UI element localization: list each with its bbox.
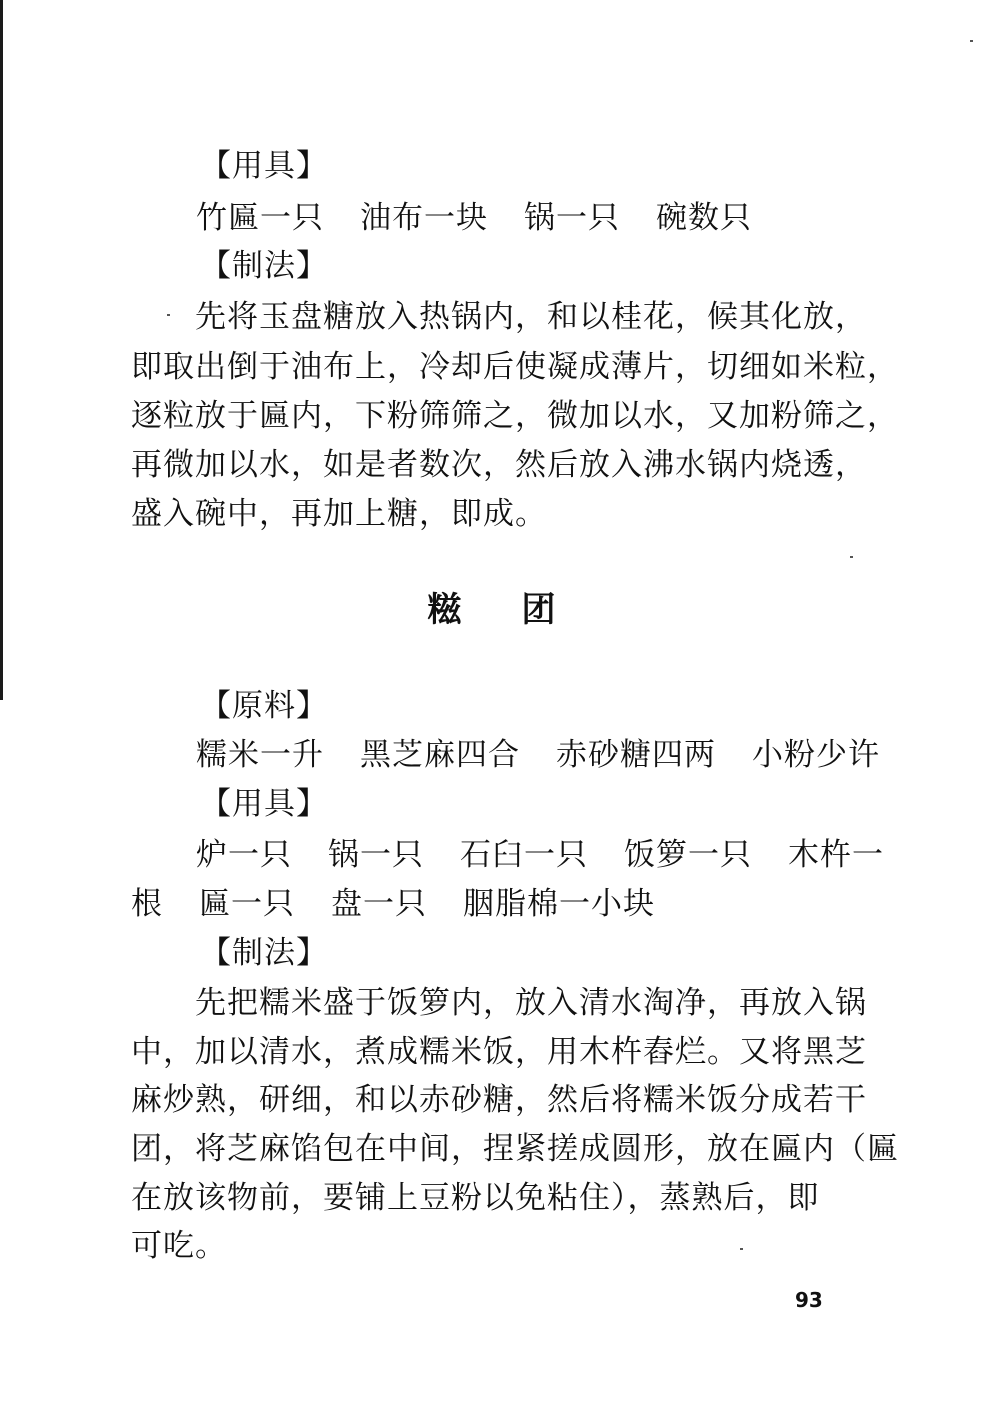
method-heading-1: 【制法】 (200, 248, 328, 284)
method-line: 团，将芝麻馅包在中间，捏紧搓成圆形，放在匾内（匾 (131, 1131, 899, 1167)
tool-item: 饭箩一只 (624, 837, 752, 873)
tool-item: 匾一只 (199, 886, 295, 922)
tool-item: 竹匾一只 (196, 200, 324, 236)
tool-item: 碗数只 (656, 200, 752, 236)
method-line: 再微加以水，如是者数次，然后放入沸水锅内烧透， (131, 447, 867, 483)
tool-item: 根 (131, 886, 163, 922)
ingredients-heading: 【原料】 (200, 688, 328, 724)
scan-speck (970, 40, 973, 42)
tool-item: 炉一只 (196, 837, 292, 873)
tools-list-1 (196, 198, 752, 238)
method-line: 在放该物前，要铺上豆粉以免粘住），蒸熟后，即 (131, 1180, 820, 1216)
tool-item: 木杵一 (788, 837, 884, 873)
method-line: 盛入碗中，再加上糖，即成。 (131, 496, 547, 532)
tool-item: 盘一只 (331, 886, 427, 922)
tool-item: 锅一只 (524, 200, 620, 236)
scan-speck (740, 1248, 743, 1250)
tools-list-2-line-1 (196, 835, 884, 875)
ingredient-item: 小粉少许 (752, 737, 880, 773)
tool-item: 油布一块 (360, 200, 488, 236)
ingredient-item: 黑芝麻四合 (360, 737, 520, 773)
method-heading-2: 【制法】 (200, 935, 328, 971)
method-line: 逐粒放于匾内，下粉筛筛之，微加以水，又加粉筛之， (131, 398, 899, 434)
ingredients-list (196, 735, 880, 775)
tools-list-2-line-2 (131, 884, 655, 924)
recipe-title: 糍团 (427, 590, 616, 630)
method-line: 先将玉盘糖放入热锅内，和以桂花，候其化放， (195, 299, 867, 335)
method-line: 可吃。 (131, 1228, 227, 1264)
tool-item: 胭脂棉一小块 (463, 886, 655, 922)
page-number: 93 (795, 1288, 823, 1312)
scan-speck (850, 556, 853, 558)
tool-item: 石臼一只 (460, 837, 588, 873)
ingredient-item: 赤砂糖四两 (556, 737, 716, 773)
method-line: 先把糯米盛于饭箩内，放入清水淘净，再放入锅 (195, 985, 867, 1021)
method-line: 中，加以清水，煮成糯米饭，用木杵舂烂。又将黑芝 (131, 1034, 867, 1070)
method-line: 麻炒熟，研细，和以赤砂糖，然后将糯米饭分成若干 (131, 1082, 867, 1118)
tool-item: 锅一只 (328, 837, 424, 873)
scan-speck (167, 314, 170, 316)
method-line: 即取出倒于油布上，冷却后使凝成薄片，切细如米粒， (131, 349, 899, 385)
ingredient-item: 糯米一升 (196, 737, 324, 773)
tools-heading-2: 【用具】 (200, 786, 328, 822)
tools-heading-1: 【用具】 (200, 148, 328, 184)
